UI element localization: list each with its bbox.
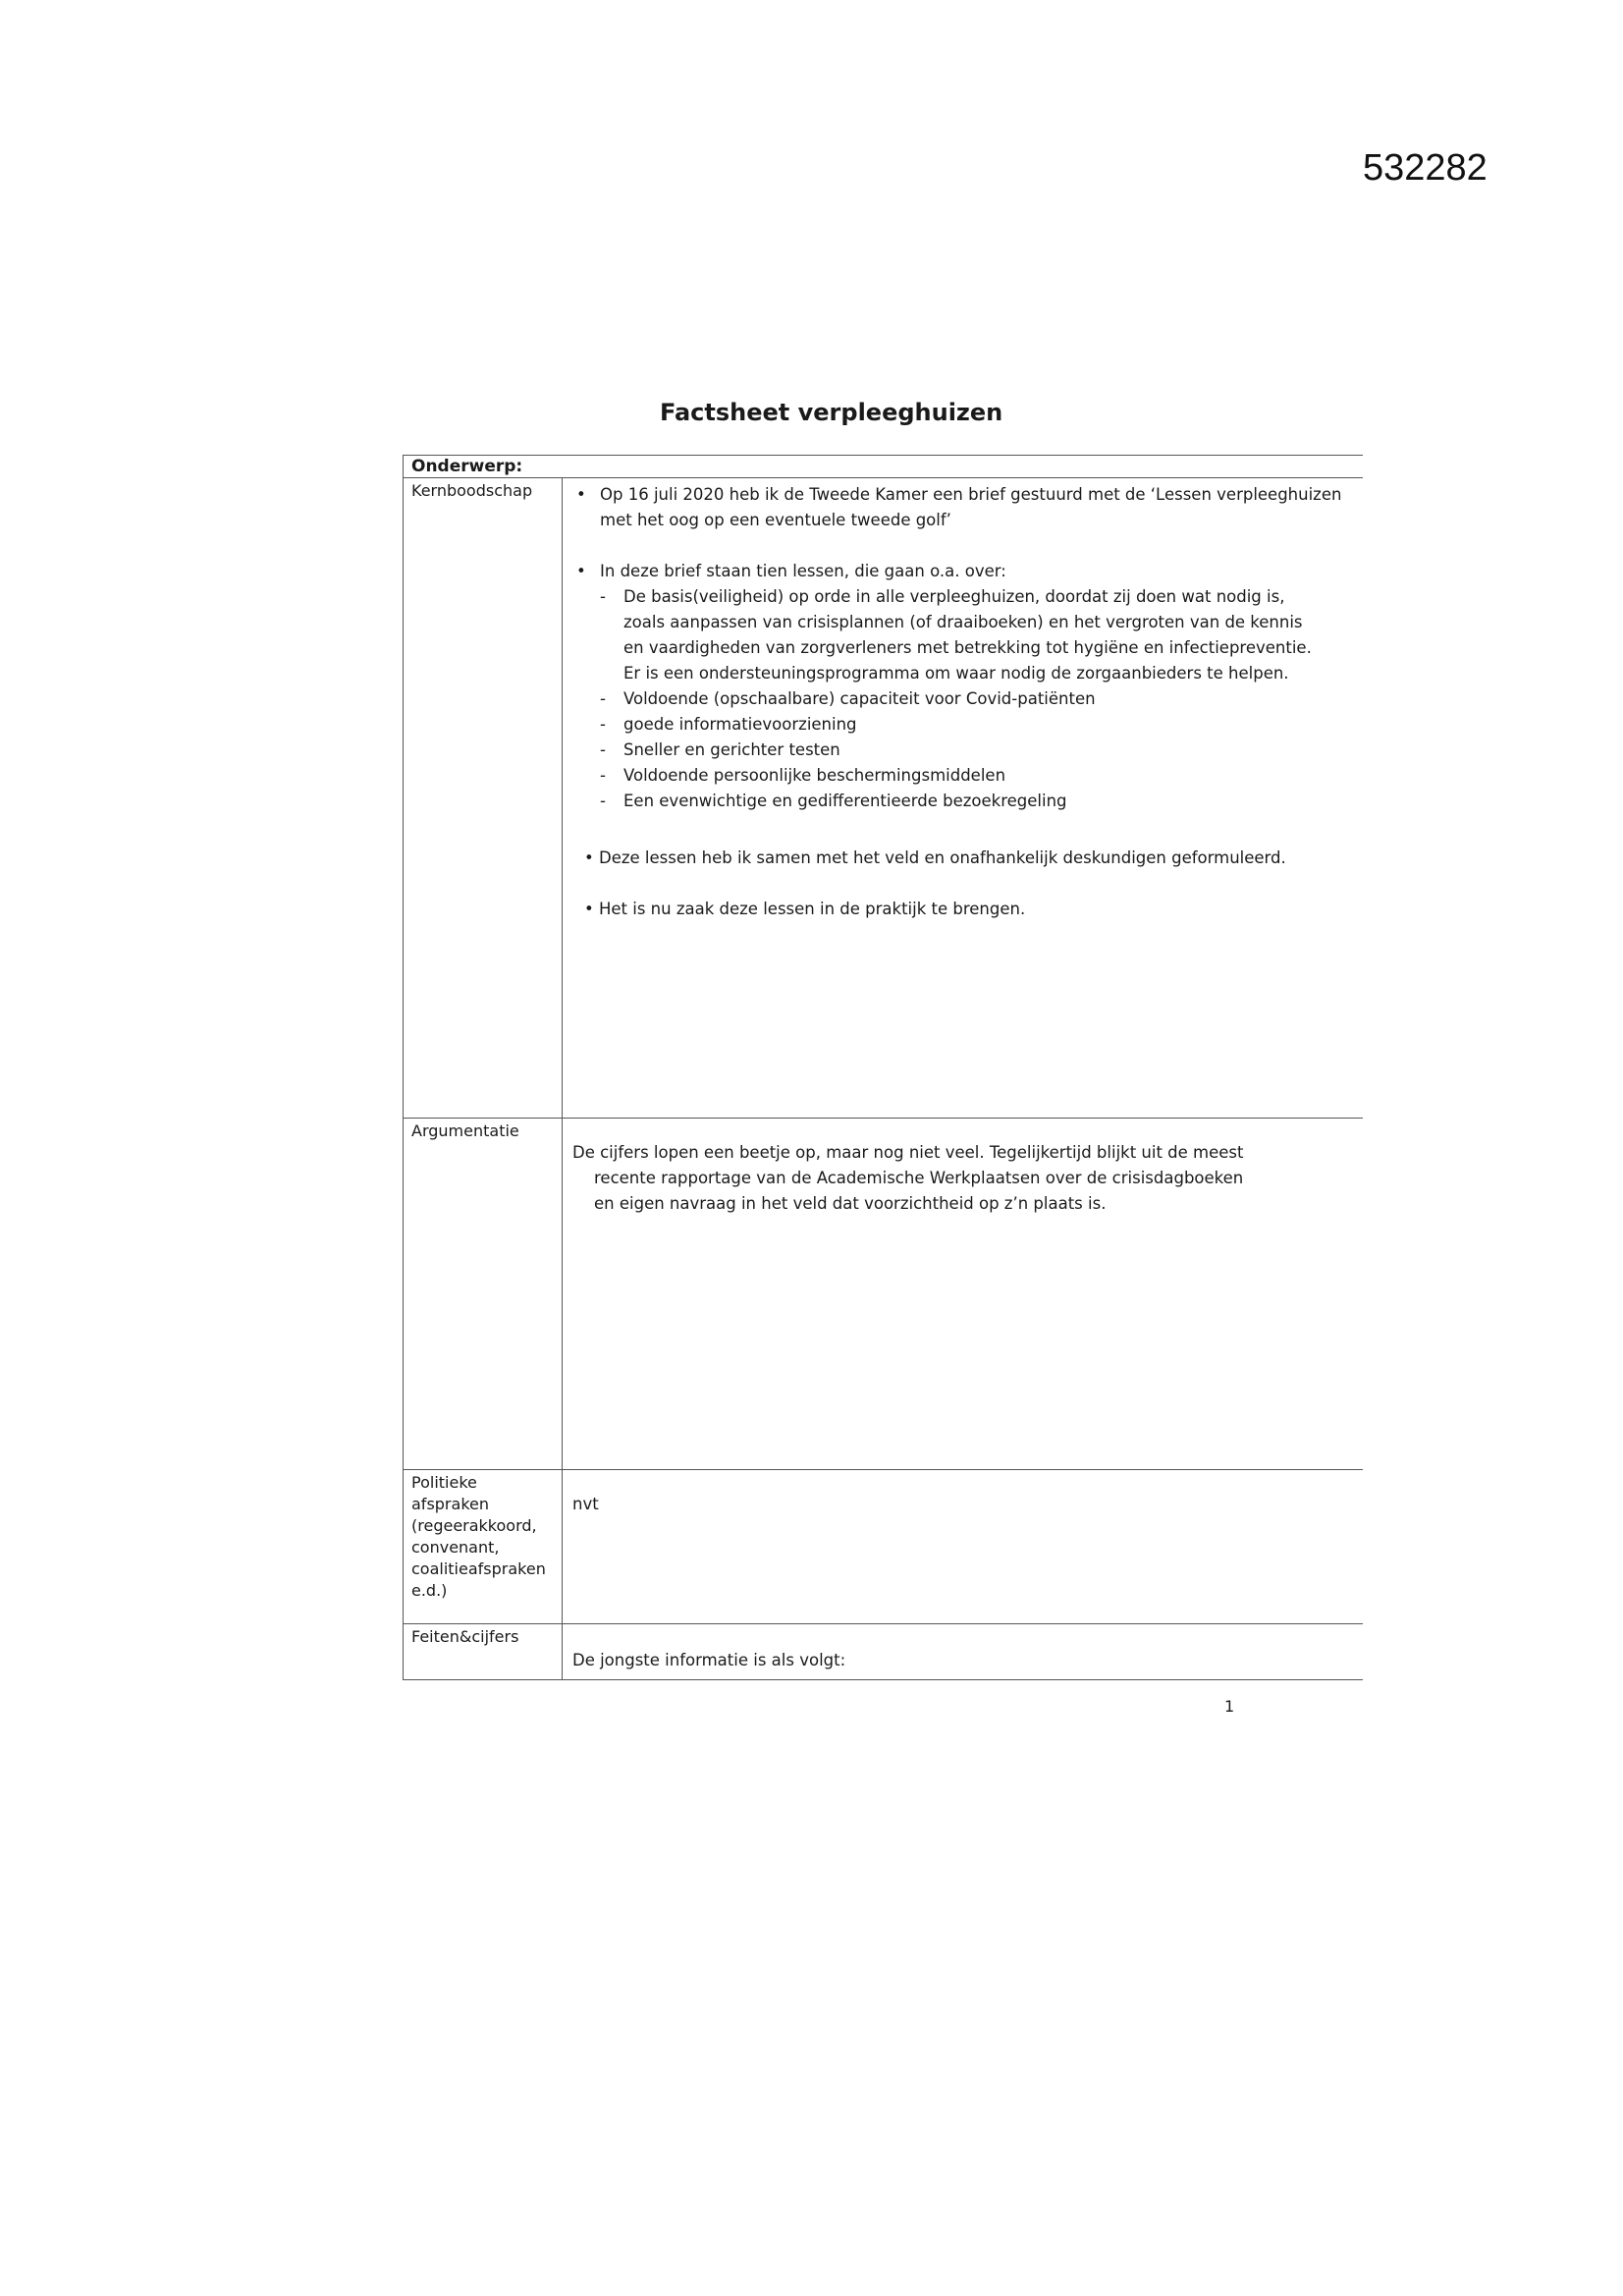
bullet-item: [576, 559, 1006, 584]
list-item-text: Er is een ondersteuningsprogramma om waar nodig de zorgaanbieders te helpen.: [623, 664, 1289, 683]
label-line: convenant,: [411, 1538, 500, 1557]
subject-row: Onderwerp:: [403, 455, 1363, 477]
list-item: [600, 584, 1312, 686]
feiten-cijfers-value: De jongste informatie is als volgt:: [572, 1651, 846, 1669]
label-feiten-cijfers: Feiten&cijfers: [403, 1624, 563, 1679]
label-line: coalitieafspraken: [411, 1559, 546, 1578]
row-politieke-afspraken: [403, 1469, 1363, 1623]
label-line: e.d.): [411, 1581, 448, 1600]
label-argumentatie: Argumentatie: [403, 1119, 563, 1469]
list-item-text: Een evenwichtige en gedifferentieerde bezoekregeling: [623, 792, 1067, 810]
label-politieke-afspraken: [403, 1470, 563, 1623]
text-line: De cijfers lopen een beetje op, maar nog niet veel. Tegelijkertijd blijkt uit de meest: [572, 1143, 1244, 1162]
label-line: afspraken: [411, 1495, 489, 1513]
list-item-text: Sneller en gerichter testen: [623, 740, 840, 759]
cell-kernboodschap: [563, 478, 1363, 1118]
list-item: [600, 738, 1312, 763]
bullet-item: [584, 897, 1025, 922]
bullet-text: Op 16 juli 2020 heb ik de Tweede Kamer een brief gestuurd met de ‘Lessen verpleeghuizen: [600, 485, 1342, 504]
bullet-icon: •: [584, 848, 599, 867]
argumentatie-text: [572, 1140, 1244, 1217]
cell-argumentatie: [563, 1119, 1363, 1469]
list-item-text: zoals aanpassen van crisisplannen (of draaiboeken) en het vergroten van de kennis: [623, 613, 1303, 631]
list-item: [600, 686, 1312, 712]
dash-icon: -: [600, 715, 606, 734]
bullet-text: Deze lessen heb ik samen met het veld en onafhankelijk deskundigen geformuleerd.: [598, 848, 1286, 867]
list-item: [600, 712, 1312, 738]
bullet-item: [576, 482, 1341, 533]
cell-feiten-cijfers: [563, 1624, 1363, 1679]
bullet-text: Het is nu zaak deze lessen in de praktijk te brengen.: [598, 900, 1026, 918]
row-feiten-cijfers: [403, 1623, 1363, 1680]
dash-icon: -: [600, 792, 606, 810]
list-item-text: De basis(veiligheid) op orde in alle verpleeghuizen, doordat zij doen wat nodig is,: [623, 587, 1285, 606]
page-number: 1: [1224, 1697, 1235, 1716]
text-line: en eigen navraag in het veld dat voorzichtheid op z’n plaats is.: [594, 1194, 1107, 1213]
text-line: recente rapportage van de Academische Werkplaatsen over de crisisdagboeken: [594, 1169, 1244, 1187]
bullet-icon: •: [584, 900, 599, 918]
row-kernboodschap: [403, 477, 1363, 1118]
bullet-item: [584, 846, 1286, 871]
label-line: (regeerakkoord,: [411, 1516, 537, 1535]
bullet-text: met het oog op een eventuele tweede golf’: [600, 511, 951, 529]
label-line: Politieke: [411, 1473, 477, 1492]
dash-icon: -: [600, 587, 606, 606]
bullet-text: In deze brief staan tien lessen, die gaan o.a. over:: [600, 562, 1006, 580]
list-item-text: Voldoende persoonlijke beschermingsmiddelen: [623, 766, 1006, 785]
bullet-icon: •: [576, 485, 586, 504]
politieke-afspraken-value: nvt: [572, 1495, 599, 1513]
list-item: [600, 763, 1312, 789]
dash-icon: -: [600, 689, 606, 708]
list-item: [600, 789, 1312, 814]
factsheet-table: [403, 455, 1363, 1680]
document-title: Factsheet verpleeghuizen: [660, 399, 1003, 426]
bullet-icon: •: [576, 562, 586, 580]
dash-icon: -: [600, 740, 606, 759]
list-item-text: en vaardigheden van zorgverleners met betrekking tot hygiëne en infectiepreventie.: [623, 638, 1312, 657]
label-kernboodschap: Kernboodschap: [403, 478, 563, 1118]
dash-icon: -: [600, 766, 606, 785]
list-item-text: goede informatievoorziening: [623, 715, 857, 734]
dash-list: [600, 584, 1312, 814]
document-number: 532282: [1363, 147, 1488, 189]
list-item-text: Voldoende (opschaalbare) capaciteit voor Covid-patiënten: [623, 689, 1096, 708]
row-argumentatie: [403, 1118, 1363, 1469]
cell-politieke-afspraken: [563, 1470, 1363, 1623]
